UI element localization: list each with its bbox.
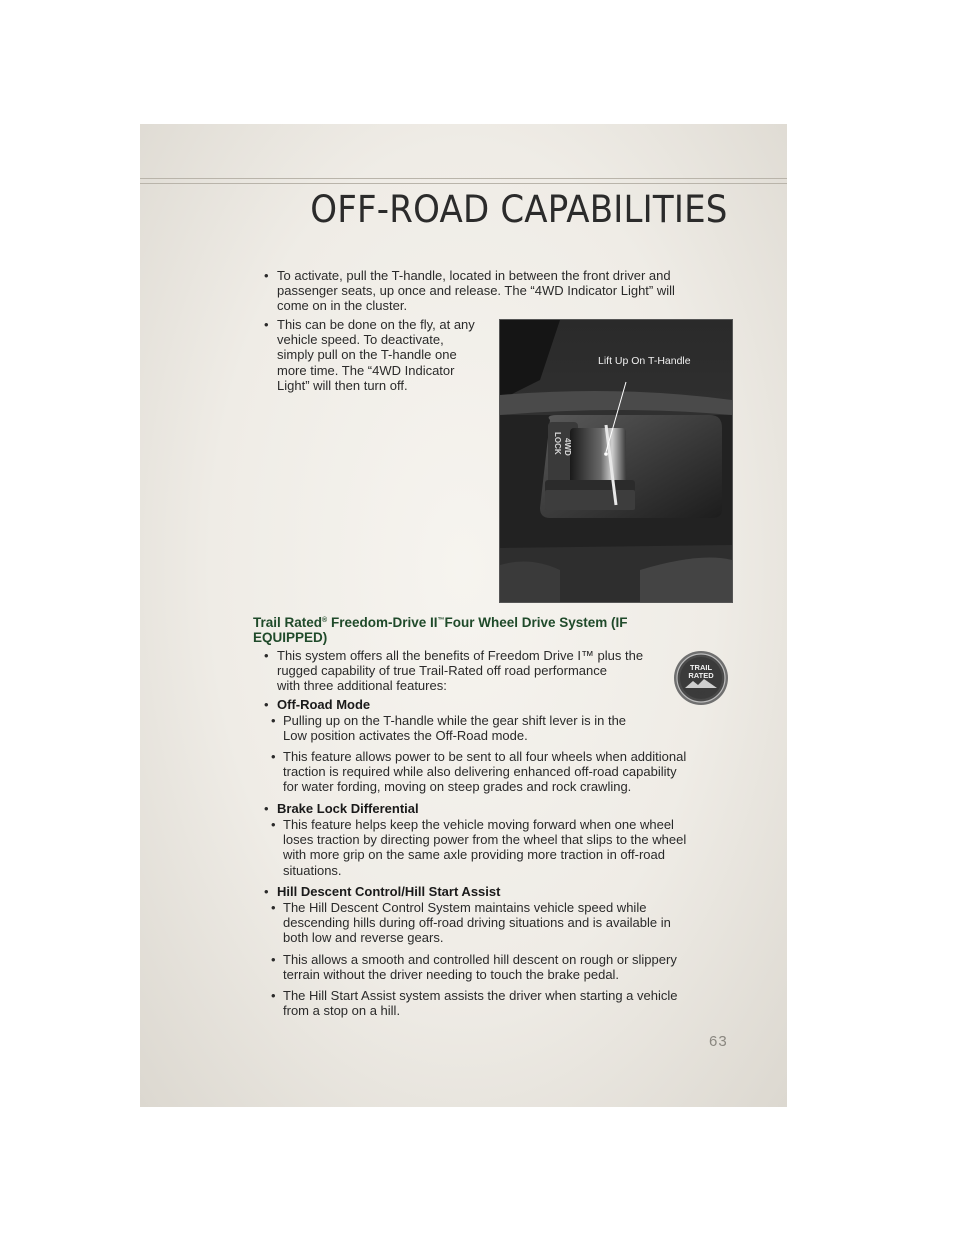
bullet-icon: • xyxy=(271,817,276,832)
bullet-icon: • xyxy=(271,988,276,1003)
text-line: vehicle speed. To deactivate, xyxy=(277,332,444,348)
feature-title-brake-lock: Brake Lock Differential xyxy=(277,801,419,816)
heading-text: Four Wheel Drive System (IF xyxy=(444,615,628,630)
text-line: To activate, pull the T-handle, located in between the front driver and xyxy=(277,268,671,283)
text-line: This feature helps keep the vehicle moving forward when one wheel xyxy=(283,817,674,832)
text-line: come on in the cluster. xyxy=(277,298,408,314)
text-line: Light” will then turn off. xyxy=(277,377,408,393)
badge-text-rated: RATED xyxy=(688,671,714,680)
header-rule-top xyxy=(140,178,787,179)
section-intro xyxy=(277,648,643,694)
text-line: This allows a smooth and controlled hill descent on rough or slippery xyxy=(283,952,677,967)
text-line: traction is required while also delivering enhanced off-road capability xyxy=(283,764,677,780)
trademark-mark: ™ xyxy=(437,617,445,624)
text-line: both low and reverse gears. xyxy=(283,930,444,946)
text-line: The Hill Descent Control System maintains vehicle speed while xyxy=(283,900,647,915)
heading-text: Trail Rated xyxy=(253,615,323,630)
heading-text: Freedom-Drive II xyxy=(327,615,438,630)
offroad-detail-1 xyxy=(283,713,626,743)
text-line: from a stop on a hill. xyxy=(283,1003,401,1019)
switch-label-lock: LOCK xyxy=(553,432,562,455)
text-line: terrain without the driver needing to touch the brake pedal. xyxy=(283,967,620,983)
text-line: situations. xyxy=(283,862,342,878)
text-line: This feature allows power to be sent to all four wheels when additional xyxy=(283,749,687,764)
bullet-icon: • xyxy=(264,697,269,712)
bullet-icon: • xyxy=(271,749,276,764)
bullet-icon: • xyxy=(264,317,269,332)
t-handle-photo xyxy=(499,319,733,603)
text-line: passenger seats, up once and release. The “4WD Indicator Light” will xyxy=(277,283,675,299)
hill-detail-2 xyxy=(283,952,677,982)
brake-lock-detail-1 xyxy=(283,817,686,878)
t-handle-illustration xyxy=(500,320,732,602)
page-title: OFF-ROAD CAPABILITIES xyxy=(310,188,728,231)
feature-title-hill-descent: Hill Descent Control/Hill Start Assist xyxy=(277,884,501,899)
intro-bullet-1 xyxy=(277,268,675,314)
switch-label-4wd: 4WD xyxy=(563,438,572,456)
intro-bullet-2 xyxy=(277,317,475,393)
bullet-icon: • xyxy=(264,648,269,663)
header-rule-bottom xyxy=(140,183,787,184)
text-line: with more grip on the same axle providing more traction in off-road xyxy=(283,847,666,863)
text-line: This system offers all the benefits of Freedom Drive I™ plus the xyxy=(277,648,644,663)
feature-title-offroad: Off-Road Mode xyxy=(277,697,371,712)
bullet-icon: • xyxy=(271,900,276,915)
text-line: Low position activates the Off-Road mode. xyxy=(283,728,528,744)
badge-text-4x4: 4x4 xyxy=(695,690,707,697)
bullet-icon: • xyxy=(271,952,276,967)
text-line: rugged capability of true Trail-Rated off road performance xyxy=(277,663,607,679)
badge-text-trail: TRAIL xyxy=(689,663,713,672)
text-line: Pulling up on the T-handle while the gear shift lever is in the xyxy=(283,713,627,728)
page-number: 63 xyxy=(709,1033,728,1050)
text-line: with three additional features: xyxy=(277,678,447,694)
text-line: more time. The “4WD Indicator xyxy=(277,362,455,378)
heading-text: EQUIPPED) xyxy=(253,629,328,645)
bullet-icon: • xyxy=(264,268,269,283)
text-line: This can be done on the fly, at any xyxy=(277,317,475,332)
registered-mark: ® xyxy=(322,617,328,624)
text-line: simply pull on the T-handle one xyxy=(277,347,457,363)
hill-detail-1 xyxy=(283,900,671,946)
text-line: for water fording, moving on steep grades and rock crawling. xyxy=(283,779,632,795)
text-line: loses traction by directing power from the wheel that slips to the wheel xyxy=(283,832,687,848)
text-line: descending hills during off-road driving situations and is available in xyxy=(283,915,671,931)
bullet-icon: • xyxy=(264,884,269,899)
section-heading xyxy=(253,614,693,645)
trail-rated-badge-icon xyxy=(673,650,729,706)
bullet-icon: • xyxy=(264,801,269,816)
bullet-icon: • xyxy=(271,713,276,728)
text-line: The Hill Start Assist system assists the driver when starting a vehicle xyxy=(283,988,678,1003)
offroad-detail-2 xyxy=(283,749,686,795)
photo-caption: Lift Up On T-Handle xyxy=(598,355,691,367)
hill-detail-3 xyxy=(283,988,677,1018)
